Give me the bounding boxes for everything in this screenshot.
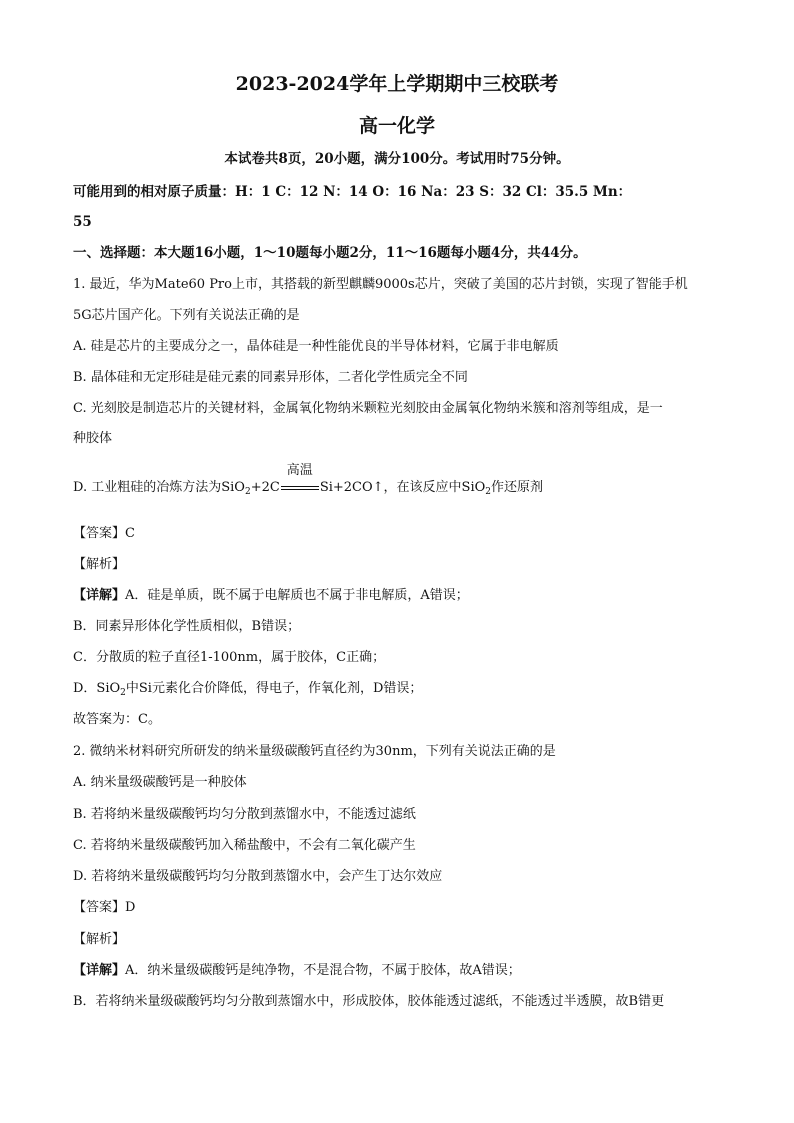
reaction-equals-sign [281,463,319,497]
answer-label: 【答案】C [73,526,135,541]
atomic-mass-line: 可能用到的相对原子质量：H：1 C：12 N：14 O：16 Na：23 S：32 Cl：35.5 Mn： [73,184,632,200]
detail-line [73,587,469,605]
option-d-text: Si+2CO↑，在该反应中SiO [319,480,486,495]
subscript: 2 [244,487,251,497]
option-b: B. 晶体硅和无定形硅是硅元素的同素异形体，二者化学性质完全不同 [73,370,468,385]
analysis-label: 【解析】 [73,932,126,947]
detail-text: 中Si元素化合价降低，得电子，作氧化剂，D错误； [125,681,423,696]
option-d-text: 作还原剂 [491,480,544,495]
question-stem: 1. 最近，华为Mate60 Pro上市，其搭载的新型麒麟9000s芯片，突破了美国的芯片封锁，实现了智能手机 [73,277,688,292]
detail-label: 【详解】 [73,588,126,603]
exam-subject: 高一化学 [358,115,435,137]
option-c: C. 若将纳米量级碳酸钙加入稀盐酸中，不会有二氧化碳产生 [73,838,416,853]
option-a: A. 纳米量级碳酸钙是一种胶体 [73,775,247,790]
option-d: D. 若将纳米量级碳酸钙均匀分散到蒸馏水中，会产生丁达尔效应 [73,869,443,884]
option-d [73,463,544,497]
detail-text: A．纳米量级碳酸钙是纯净物，不是混合物，不属于胶体，故A错误； [125,963,521,978]
conclusion-line: 故答案为：C。 [73,712,161,727]
detail-line [73,680,422,698]
detail-label: 【详解】 [73,963,126,978]
question-stem: 5G芯片国产化。下列有关说法正确的是 [73,308,300,323]
detail-line: B．同素异形体化学性质相似，B错误； [73,619,301,634]
option-c: C. 光刻胶是制造芯片的关键材料，金属氧化物纳米颗粒光刻胶由金属氧化物纳米簇和溶剂等组成，是一 [73,401,663,416]
reaction-condition: 高温 [286,463,313,478]
detail-text: D．SiO [73,681,121,696]
option-d-text: +2C [250,480,280,495]
exam-title: 2023-2024学年上学期期中三校联考 [235,73,559,95]
question-stem: 2. 微纳米材料研究所研发的纳米量级碳酸钙直径约为30nm，下列有关说法正确的是 [73,744,556,759]
option-c: 种胶体 [73,431,113,446]
subscript: 2 [485,487,491,497]
analysis-label: 【解析】 [73,557,126,572]
exam-info: 本试卷共8页，20小题，满分100分。考试用时75分钟。 [224,151,570,167]
option-a: A. 硅是芯片的主要成分之一，晶体硅是一种性能优良的半导体材料，它属于非电解质 [73,339,559,354]
detail-line: B．若将纳米量级碳酸钙均匀分散到蒸馏水中，形成胶体，胶体能透过滤纸，不能透过半透膜，故B错更 [73,994,665,1009]
detail-line: C．分散质的粒子直径1-100nm，属于胶体，C正确； [73,650,386,665]
subscript: 2 [120,688,126,698]
detail-line [73,962,521,980]
option-b: B. 若将纳米量级碳酸钙均匀分散到蒸馏水中，不能透过滤纸 [73,807,416,822]
section-heading: 一、选择题：本大题16小题，1～10题每小题2分，11～16题每小题4分，共44分。 [73,245,587,261]
atomic-mass-line: 55 [73,214,92,230]
detail-text: A．硅是单质，既不属于电解质也不属于非电解质，A错误； [125,588,469,603]
answer-label: 【答案】D [73,900,136,915]
option-d-text: D. 工业粗硅的冶炼方法为SiO [73,480,245,495]
